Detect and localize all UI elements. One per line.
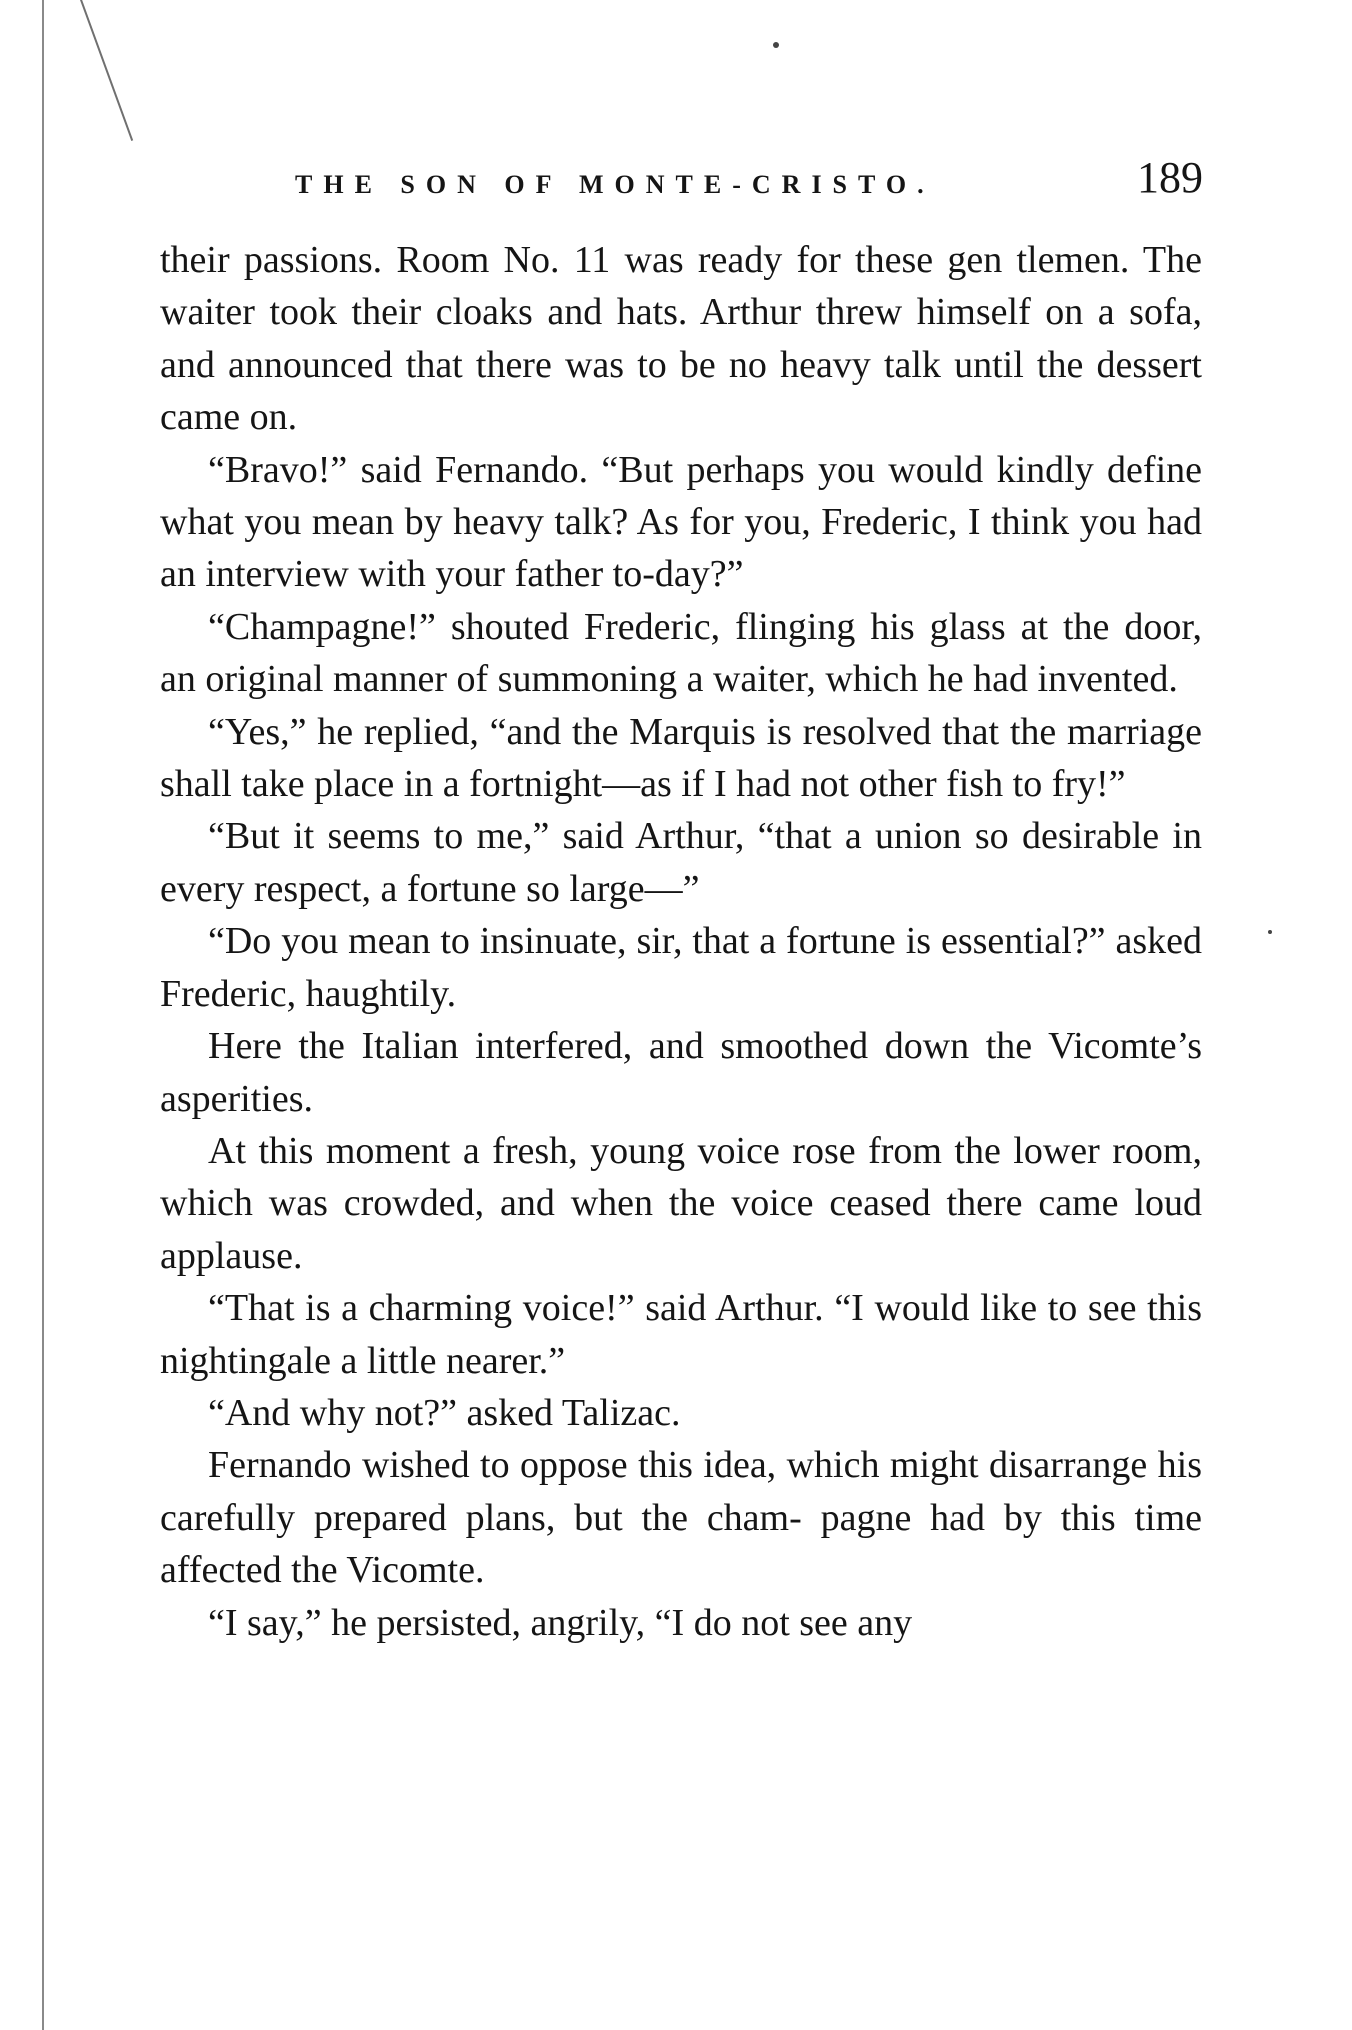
ink-speck: [1268, 930, 1272, 934]
page-header: [295, 150, 1203, 200]
paragraph: “That is a charming voice!” said Arthur. “I would like to see this nightingale a little nearer.”: [160, 1287, 1202, 1382]
page-number: 189: [1137, 153, 1203, 202]
gutter-pen-mark: [80, 0, 133, 141]
paragraph: “But it seems to me,” said Arthur, “that a union so desirable in every respect, a fortune so large—”: [160, 815, 1202, 910]
paragraph: Here the Italian interfered, and smoothed down the Vicomte’s asperities.: [160, 1025, 1202, 1120]
paragraph: their passions. Room No. 11 was ready for these gen tlemen. The waiter took their cloaks and hats. Arthur threw himself on a sofa, and announced that there was to be no heavy talk until the dessert came on.: [160, 239, 1202, 439]
paragraph: “I say,” he persisted, angrily, “I do not see any: [208, 1601, 913, 1644]
paragraph: “Champagne!” shouted Frederic, flinging his glass at the door, an original manner of summoning a waiter, which he had invented.: [160, 605, 1202, 701]
paragraph: Fernando wished to oppose this idea, which might disarrange his carefully prepared plans, but the cham- pagne had by this time affected the Vicomte.: [160, 1444, 1202, 1592]
paragraph: “Bravo!” said Fernando. “But perhaps you would kindly define what you mean by heavy talk? As for you, Frederic, I think you had an interview with your father to-day?”: [160, 448, 1202, 596]
binding-gutter-line: [42, 0, 44, 2030]
paragraph: “Do you mean to insinuate, sir, that a fortune is essential?” asked Frederic, haughtily.: [160, 920, 1202, 1015]
running-title: THE SON OF MONTE-CRISTO.: [295, 170, 935, 199]
paragraph: At this moment a fresh, young voice rose from the lower room, which was crowded, and when the voice ceased there came loud applause.: [160, 1129, 1202, 1277]
paragraph: “And why not?” asked Talizac.: [208, 1391, 681, 1434]
ink-speck: [773, 42, 779, 48]
paragraph: “Yes,” he replied, “and the Marquis is resolved that the marriage shall take place in a fortnight—as if I had not other fish to fry!”: [160, 710, 1202, 806]
body-text: [160, 234, 1202, 1649]
